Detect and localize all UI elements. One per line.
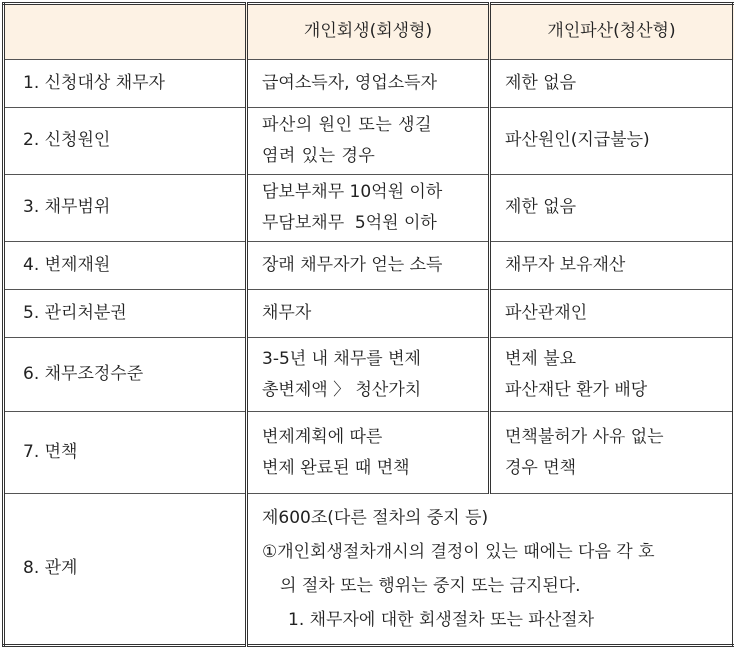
bankrupt-cell [490, 175, 734, 242]
cell-line: 변제 불요 [505, 348, 577, 369]
bankrupt-cell [490, 60, 734, 108]
row-label: 3. 채무범위 [4, 175, 247, 242]
cell-line: 제한 없음 [505, 72, 577, 93]
cell-line: 파산원인(지급불능) [505, 130, 650, 151]
cell-line: 염려 있는 경우 [262, 146, 376, 166]
header-rehabilitation: 개인회생(회생형) [247, 4, 490, 60]
rehab-cell [247, 338, 490, 412]
cell-line: 면책불허가 사유 없는 [505, 426, 664, 447]
cell-line: 경우 면책 [505, 457, 577, 478]
cell-line: 변제계획에 따른 [262, 426, 383, 447]
cell-line: 급여소득자, 영업소득자 [262, 72, 438, 93]
cell-line: 파산관재인 [505, 302, 588, 323]
cell-line: 채무자 [262, 302, 312, 323]
row-label: 4. 변제재원 [4, 242, 247, 290]
table-row [4, 242, 734, 290]
rehab-cell [247, 290, 490, 338]
header-row [4, 4, 734, 60]
bankrupt-cell [490, 412, 734, 494]
row-label: 6. 채무조정수준 [4, 338, 247, 412]
legal-item-line: 1. 채무자에 대한 회생절차 또는 파산절차 [288, 610, 594, 630]
header-corner [4, 4, 247, 60]
table-row [4, 60, 734, 108]
cell-line: 무담보채무 5억원 이하 [262, 213, 437, 233]
table-row-relation [4, 494, 734, 646]
table-row [4, 290, 734, 338]
cell-line: 총변제액 〉 청산가치 [262, 379, 422, 400]
cell-line: 3-5년 내 채무를 변제 [262, 348, 421, 369]
row-label: 1. 신청대상 채무자 [4, 60, 247, 108]
table-row [4, 108, 734, 175]
cell-line: 파산의 원인 또는 생길 [262, 115, 433, 135]
cell-line: 채무자 보유재산 [505, 254, 626, 275]
row-label: 8. 관계 [4, 494, 247, 646]
rehab-cell [247, 175, 490, 242]
table-row [4, 338, 734, 412]
relation-cell [247, 494, 734, 646]
cell-line: 담보부채무 10억원 이하 [262, 182, 443, 202]
header-bankruptcy: 개인파산(청산형) [490, 4, 734, 60]
legal-clause-line: ①개인회생절차개시의 결정이 있는 때에는 다음 각 호 [262, 542, 655, 562]
row-label: 5. 관리처분권 [4, 290, 247, 338]
cell-line: 제한 없음 [505, 197, 577, 218]
bankrupt-cell [490, 290, 734, 338]
table-row [4, 175, 734, 242]
legal-clause-line: 의 절차 또는 행위는 중지 또는 금지된다. [280, 576, 581, 596]
comparison-table-wrapper [2, 2, 732, 647]
row-label: 7. 면책 [4, 412, 247, 494]
cell-line: 장래 채무자가 얻는 소득 [262, 254, 443, 275]
comparison-table [2, 2, 734, 647]
legal-article-title: 제600조(다른 절차의 중지 등) [262, 508, 489, 528]
rehab-cell [247, 242, 490, 290]
cell-line: 변제 완료된 때 면책 [262, 457, 410, 478]
bankrupt-cell [490, 108, 734, 175]
rehab-cell [247, 108, 490, 175]
cell-line: 파산재단 환가 배당 [505, 379, 648, 400]
rehab-cell [247, 412, 490, 494]
table-row [4, 412, 734, 494]
bankrupt-cell [490, 242, 734, 290]
bankrupt-cell [490, 338, 734, 412]
rehab-cell [247, 60, 490, 108]
row-label: 2. 신청원인 [4, 108, 247, 175]
